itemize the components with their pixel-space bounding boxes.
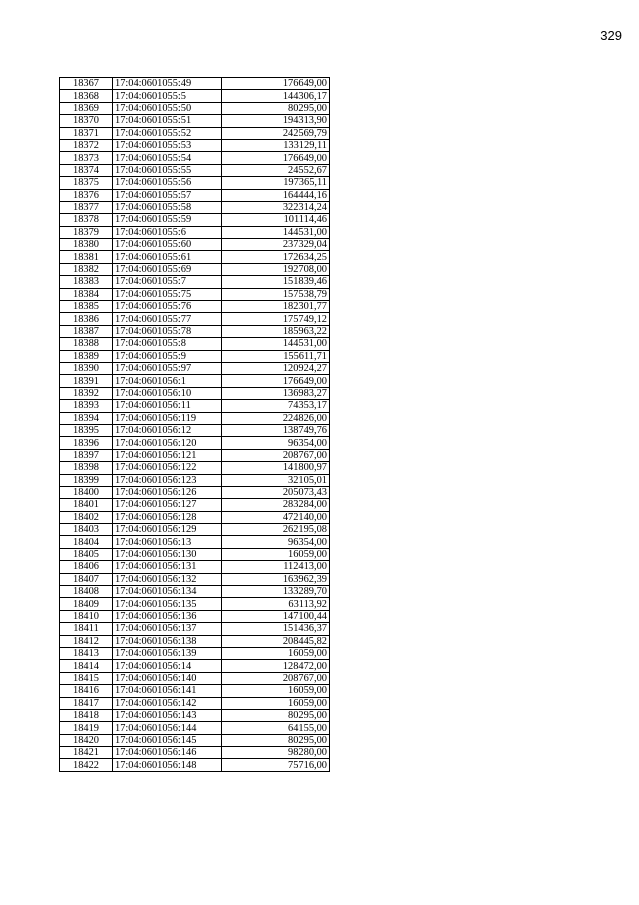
cadastral-value-cell: 242569,79 xyxy=(222,127,330,139)
table-row xyxy=(60,561,330,573)
table-row xyxy=(60,734,330,746)
cadastral-number-cell: 17:04:0601056:13 xyxy=(113,536,222,548)
table-row xyxy=(60,660,330,672)
cadastral-number-cell: 17:04:0601056:129 xyxy=(113,524,222,536)
table-row xyxy=(60,610,330,622)
row-number-cell: 18373 xyxy=(60,152,113,164)
cadastral-value-cell: 176649,00 xyxy=(222,78,330,90)
table-row xyxy=(60,586,330,598)
cadastral-value-cell: 151436,37 xyxy=(222,623,330,635)
cadastral-value-cell: 185963,22 xyxy=(222,325,330,337)
cadastral-number-cell: 17:04:0601056:143 xyxy=(113,709,222,721)
row-number-cell: 18380 xyxy=(60,239,113,251)
table-row xyxy=(60,747,330,759)
cadastral-number-cell: 17:04:0601056:142 xyxy=(113,697,222,709)
table-row xyxy=(60,276,330,288)
row-number-cell: 18403 xyxy=(60,524,113,536)
row-number-cell: 18406 xyxy=(60,561,113,573)
table-row xyxy=(60,573,330,585)
cadastral-value-cell: 112413,00 xyxy=(222,561,330,573)
cadastral-number-cell: 17:04:0601056:119 xyxy=(113,412,222,424)
row-number-cell: 18379 xyxy=(60,226,113,238)
cadastral-number-cell: 17:04:0601055:49 xyxy=(113,78,222,90)
row-number-cell: 18418 xyxy=(60,709,113,721)
cadastral-number-cell: 17:04:0601056:10 xyxy=(113,387,222,399)
table-row xyxy=(60,672,330,684)
cadastral-number-cell: 17:04:0601056:127 xyxy=(113,499,222,511)
cadastral-value-cell: 80295,00 xyxy=(222,709,330,721)
cadastral-number-cell: 17:04:0601055:56 xyxy=(113,177,222,189)
cadastral-value-cell: 172634,25 xyxy=(222,251,330,263)
cadastral-value-cell: 16059,00 xyxy=(222,647,330,659)
row-number-cell: 18408 xyxy=(60,586,113,598)
cadastral-number-cell: 17:04:0601055:8 xyxy=(113,338,222,350)
cadastral-value-cell: 208767,00 xyxy=(222,449,330,461)
cadastral-number-cell: 17:04:0601055:54 xyxy=(113,152,222,164)
table-row xyxy=(60,449,330,461)
cadastral-number-cell: 17:04:0601055:76 xyxy=(113,301,222,313)
row-number-cell: 18399 xyxy=(60,474,113,486)
table-row xyxy=(60,598,330,610)
cadastral-number-cell: 17:04:0601055:61 xyxy=(113,251,222,263)
cadastral-number-cell: 17:04:0601056:121 xyxy=(113,449,222,461)
cadastral-value-cell: 98280,00 xyxy=(222,747,330,759)
cadastral-value-cell: 144531,00 xyxy=(222,338,330,350)
table-row xyxy=(60,214,330,226)
row-number-cell: 18388 xyxy=(60,338,113,350)
cadastral-value-cell: 75716,00 xyxy=(222,759,330,771)
table-row xyxy=(60,400,330,412)
cadastral-number-cell: 17:04:0601055:55 xyxy=(113,164,222,176)
cadastral-value-cell: 237329,04 xyxy=(222,239,330,251)
cadastral-number-cell: 17:04:0601055:60 xyxy=(113,239,222,251)
cadastral-number-cell: 17:04:0601056:140 xyxy=(113,672,222,684)
table-row xyxy=(60,164,330,176)
row-number-cell: 18398 xyxy=(60,462,113,474)
table-row xyxy=(60,486,330,498)
table-row xyxy=(60,102,330,114)
row-number-cell: 18396 xyxy=(60,437,113,449)
row-number-cell: 18375 xyxy=(60,177,113,189)
table-row xyxy=(60,226,330,238)
cadastral-value-cell: 120924,27 xyxy=(222,362,330,374)
cadastral-value-cell: 64155,00 xyxy=(222,722,330,734)
cadastral-value-cell: 16059,00 xyxy=(222,697,330,709)
cadastral-value-cell: 176649,00 xyxy=(222,375,330,387)
cadastral-number-cell: 17:04:0601056:12 xyxy=(113,424,222,436)
table-row xyxy=(60,313,330,325)
cadastral-value-cell: 96354,00 xyxy=(222,437,330,449)
cadastral-value-cell: 32105,01 xyxy=(222,474,330,486)
cadastral-number-cell: 17:04:0601055:52 xyxy=(113,127,222,139)
row-number-cell: 18383 xyxy=(60,276,113,288)
table-row xyxy=(60,685,330,697)
row-number-cell: 18397 xyxy=(60,449,113,461)
table-row xyxy=(60,499,330,511)
table-row xyxy=(60,375,330,387)
cadastral-number-cell: 17:04:0601056:120 xyxy=(113,437,222,449)
cadastral-number-cell: 17:04:0601055:53 xyxy=(113,139,222,151)
table-row xyxy=(60,115,330,127)
cadastral-value-cell: 144531,00 xyxy=(222,226,330,238)
cadastral-value-cell: 151839,46 xyxy=(222,276,330,288)
row-number-cell: 18392 xyxy=(60,387,113,399)
cadastral-number-cell: 17:04:0601055:69 xyxy=(113,263,222,275)
row-number-cell: 18417 xyxy=(60,697,113,709)
cadastral-value-cell: 136983,27 xyxy=(222,387,330,399)
cadastral-value-cell: 164444,16 xyxy=(222,189,330,201)
table-row xyxy=(60,90,330,102)
row-number-cell: 18391 xyxy=(60,375,113,387)
cadastral-value-cell: 80295,00 xyxy=(222,734,330,746)
table-row xyxy=(60,301,330,313)
row-number-cell: 18394 xyxy=(60,412,113,424)
row-number-cell: 18395 xyxy=(60,424,113,436)
table-row xyxy=(60,709,330,721)
table-row xyxy=(60,127,330,139)
row-number-cell: 18382 xyxy=(60,263,113,275)
cadastral-value-cell: 472140,00 xyxy=(222,511,330,523)
cadastral-number-cell: 17:04:0601056:131 xyxy=(113,561,222,573)
table-row xyxy=(60,177,330,189)
cadastral-number-cell: 17:04:0601055:77 xyxy=(113,313,222,325)
table-row xyxy=(60,412,330,424)
cadastral-value-cell: 133289,70 xyxy=(222,586,330,598)
row-number-cell: 18421 xyxy=(60,747,113,759)
cadastral-number-cell: 17:04:0601056:126 xyxy=(113,486,222,498)
cadastral-number-cell: 17:04:0601056:1 xyxy=(113,375,222,387)
table-row xyxy=(60,189,330,201)
cadastral-value-cell: 16059,00 xyxy=(222,548,330,560)
table-row xyxy=(60,350,330,362)
cadastral-number-cell: 17:04:0601055:75 xyxy=(113,288,222,300)
cadastral-value-cell: 16059,00 xyxy=(222,685,330,697)
cadastral-value-cell: 138749,76 xyxy=(222,424,330,436)
cadastral-value-cell: 155611,71 xyxy=(222,350,330,362)
cadastral-number-cell: 17:04:0601056:139 xyxy=(113,647,222,659)
row-number-cell: 18393 xyxy=(60,400,113,412)
cadastral-value-cell: 224826,00 xyxy=(222,412,330,424)
row-number-cell: 18390 xyxy=(60,362,113,374)
table-body xyxy=(60,78,330,772)
cadastral-number-cell: 17:04:0601056:146 xyxy=(113,747,222,759)
row-number-cell: 18422 xyxy=(60,759,113,771)
row-number-cell: 18414 xyxy=(60,660,113,672)
cadastral-value-cell: 157538,79 xyxy=(222,288,330,300)
cadastral-number-cell: 17:04:0601055:9 xyxy=(113,350,222,362)
table-row xyxy=(60,462,330,474)
cadastral-number-cell: 17:04:0601056:136 xyxy=(113,610,222,622)
cadastral-value-cell: 74353,17 xyxy=(222,400,330,412)
table-row xyxy=(60,722,330,734)
row-number-cell: 18401 xyxy=(60,499,113,511)
table-row xyxy=(60,152,330,164)
row-number-cell: 18378 xyxy=(60,214,113,226)
cadastral-value-cell: 128472,00 xyxy=(222,660,330,672)
table-row xyxy=(60,647,330,659)
row-number-cell: 18370 xyxy=(60,115,113,127)
cadastral-number-cell: 17:04:0601055:6 xyxy=(113,226,222,238)
cadastral-value-cell: 208767,00 xyxy=(222,672,330,684)
cadastral-number-cell: 17:04:0601056:138 xyxy=(113,635,222,647)
row-number-cell: 18377 xyxy=(60,201,113,213)
table-row xyxy=(60,548,330,560)
table-row xyxy=(60,263,330,275)
cadastral-value-cell: 283284,00 xyxy=(222,499,330,511)
cadastral-number-cell: 17:04:0601055:58 xyxy=(113,201,222,213)
cadastral-number-cell: 17:04:0601056:144 xyxy=(113,722,222,734)
row-number-cell: 18405 xyxy=(60,548,113,560)
cadastral-number-cell: 17:04:0601055:78 xyxy=(113,325,222,337)
row-number-cell: 18400 xyxy=(60,486,113,498)
cadastral-number-cell: 17:04:0601056:122 xyxy=(113,462,222,474)
row-number-cell: 18369 xyxy=(60,102,113,114)
row-number-cell: 18368 xyxy=(60,90,113,102)
table-row xyxy=(60,201,330,213)
cadastral-number-cell: 17:04:0601056:130 xyxy=(113,548,222,560)
row-number-cell: 18416 xyxy=(60,685,113,697)
row-number-cell: 18372 xyxy=(60,139,113,151)
cadastral-number-cell: 17:04:0601056:145 xyxy=(113,734,222,746)
row-number-cell: 18402 xyxy=(60,511,113,523)
cadastral-number-cell: 17:04:0601056:11 xyxy=(113,400,222,412)
cadastral-number-cell: 17:04:0601056:123 xyxy=(113,474,222,486)
cadastral-value-cell: 262195,08 xyxy=(222,524,330,536)
cadastral-number-cell: 17:04:0601055:97 xyxy=(113,362,222,374)
cadastral-value-cell: 141800,97 xyxy=(222,462,330,474)
table-row xyxy=(60,78,330,90)
cadastral-number-cell: 17:04:0601055:51 xyxy=(113,115,222,127)
cadastral-value-cell: 208445,82 xyxy=(222,635,330,647)
row-number-cell: 18411 xyxy=(60,623,113,635)
table-row xyxy=(60,239,330,251)
cadastral-value-cell: 96354,00 xyxy=(222,536,330,548)
row-number-cell: 18385 xyxy=(60,301,113,313)
table-row xyxy=(60,524,330,536)
row-number-cell: 18420 xyxy=(60,734,113,746)
table-row xyxy=(60,697,330,709)
row-number-cell: 18387 xyxy=(60,325,113,337)
cadastral-value-cell: 205073,43 xyxy=(222,486,330,498)
row-number-cell: 18376 xyxy=(60,189,113,201)
table-row xyxy=(60,536,330,548)
cadastral-value-table xyxy=(59,77,330,772)
cadastral-number-cell: 17:04:0601056:141 xyxy=(113,685,222,697)
cadastral-number-cell: 17:04:0601055:5 xyxy=(113,90,222,102)
cadastral-value-cell: 194313,90 xyxy=(222,115,330,127)
table-row xyxy=(60,362,330,374)
cadastral-number-cell: 17:04:0601056:135 xyxy=(113,598,222,610)
cadastral-value-cell: 175749,12 xyxy=(222,313,330,325)
cadastral-value-cell: 192708,00 xyxy=(222,263,330,275)
table-row xyxy=(60,338,330,350)
row-number-cell: 18413 xyxy=(60,647,113,659)
cadastral-value-cell: 197365,11 xyxy=(222,177,330,189)
cadastral-value-cell: 63113,92 xyxy=(222,598,330,610)
table-row xyxy=(60,623,330,635)
cadastral-number-cell: 17:04:0601056:14 xyxy=(113,660,222,672)
cadastral-number-cell: 17:04:0601055:7 xyxy=(113,276,222,288)
cadastral-number-cell: 17:04:0601056:132 xyxy=(113,573,222,585)
row-number-cell: 18419 xyxy=(60,722,113,734)
row-number-cell: 18412 xyxy=(60,635,113,647)
cadastral-value-cell: 101114,46 xyxy=(222,214,330,226)
row-number-cell: 18381 xyxy=(60,251,113,263)
row-number-cell: 18415 xyxy=(60,672,113,684)
page-number: 329 xyxy=(600,28,622,43)
table-row xyxy=(60,511,330,523)
table-row xyxy=(60,474,330,486)
cadastral-value-cell: 322314,24 xyxy=(222,201,330,213)
cadastral-number-cell: 17:04:0601055:50 xyxy=(113,102,222,114)
row-number-cell: 18371 xyxy=(60,127,113,139)
cadastral-number-cell: 17:04:0601055:57 xyxy=(113,189,222,201)
table-row xyxy=(60,139,330,151)
cadastral-value-cell: 144306,17 xyxy=(222,90,330,102)
cadastral-value-cell: 163962,39 xyxy=(222,573,330,585)
row-number-cell: 18384 xyxy=(60,288,113,300)
row-number-cell: 18386 xyxy=(60,313,113,325)
table-row xyxy=(60,424,330,436)
row-number-cell: 18409 xyxy=(60,598,113,610)
row-number-cell: 18407 xyxy=(60,573,113,585)
cadastral-value-cell: 182301,77 xyxy=(222,301,330,313)
table-row xyxy=(60,437,330,449)
cadastral-value-cell: 176649,00 xyxy=(222,152,330,164)
cadastral-number-cell: 17:04:0601056:137 xyxy=(113,623,222,635)
cadastral-number-cell: 17:04:0601056:148 xyxy=(113,759,222,771)
cadastral-value-cell: 24552,67 xyxy=(222,164,330,176)
table-row xyxy=(60,251,330,263)
row-number-cell: 18374 xyxy=(60,164,113,176)
row-number-cell: 18389 xyxy=(60,350,113,362)
row-number-cell: 18410 xyxy=(60,610,113,622)
table-row xyxy=(60,387,330,399)
row-number-cell: 18367 xyxy=(60,78,113,90)
table-row xyxy=(60,325,330,337)
cadastral-value-cell: 147100,44 xyxy=(222,610,330,622)
cadastral-number-cell: 17:04:0601056:128 xyxy=(113,511,222,523)
cadastral-number-cell: 17:04:0601056:134 xyxy=(113,586,222,598)
table-row xyxy=(60,635,330,647)
cadastral-value-cell: 133129,11 xyxy=(222,139,330,151)
cadastral-number-cell: 17:04:0601055:59 xyxy=(113,214,222,226)
cadastral-value-cell: 80295,00 xyxy=(222,102,330,114)
table-row xyxy=(60,288,330,300)
table-row xyxy=(60,759,330,771)
row-number-cell: 18404 xyxy=(60,536,113,548)
